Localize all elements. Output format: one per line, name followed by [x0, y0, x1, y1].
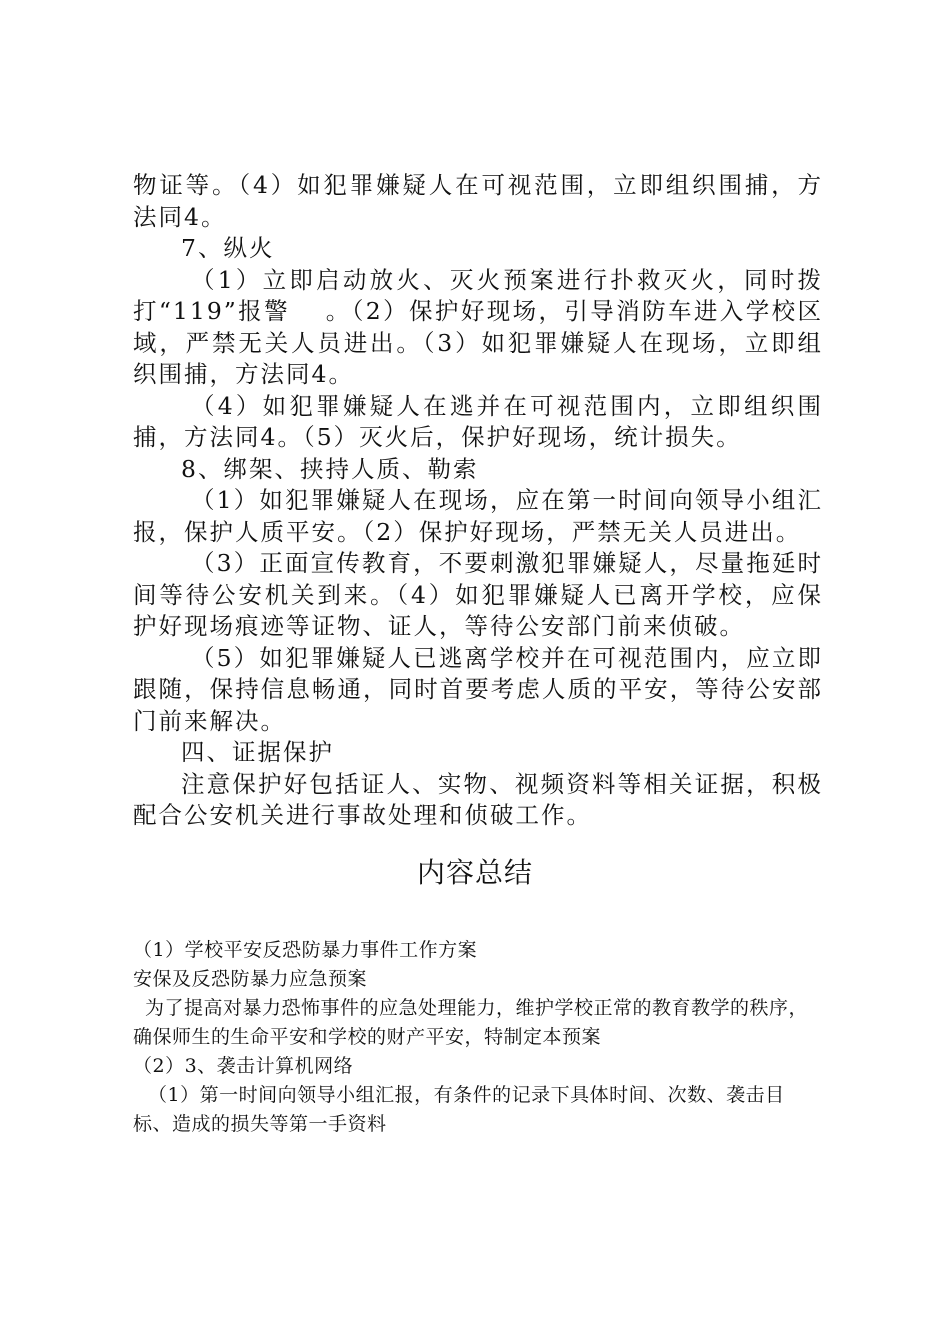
paragraph-kidnapping-1: （1）如犯罪嫌疑人在现场，应在第一时间向领导小组汇报，保护人质平安。（2）保护好现场，严禁无关人员进出。 — [133, 486, 823, 546]
summary-line: 安保及反恐防暴力应急预案 — [133, 968, 368, 990]
paragraph-evidence: 物证等。（4）如犯罪嫌疑人在可视范围，立即组织围捕，方法同4。 — [133, 171, 823, 231]
summary-line: （1）学校平安反恐防暴力事件工作方案 — [133, 939, 478, 961]
section-heading-kidnapping: 8、绑架、挟持人质、勒索 — [181, 454, 479, 483]
summary-line: （2）3、袭击计算机网络 — [133, 1055, 354, 1077]
paragraph-arson-1: （1）立即启动放火、灭火预案进行扑救灭火，同时拨打“119”报警 。（2）保护好现场，引导消防车进入学校区域，严禁无关人员进出。（3）如犯罪嫌疑人在现场，立即组织围捕，方法同4。 — [133, 265, 823, 388]
paragraph-arson-2: （4）如犯罪嫌疑人在逃并在可视范围内，立即组织围捕，方法同4。（5）灭火后，保护好现场，统计损失。 — [133, 391, 823, 451]
summary-line: （1）第一时间向领导小组汇报，有条件的记录下具体时间、次数、袭击目标、造成的损失等第一手资料 — [133, 1084, 785, 1135]
document-body — [133, 170, 823, 832]
summary-title: 内容总结 — [416, 856, 533, 889]
paragraph-kidnapping-3: （5）如犯罪嫌疑人已逃离学校并在可视范围内，应立即跟随，保持信息畅通，同时首要考虑人质的平安，等待公安部门前来解决。 — [133, 643, 823, 735]
paragraph-kidnapping-2: （3）正面宣传教育，不要刺激犯罪嫌疑人，尽量拖延时间等待公安机关到来。（4）如犯罪嫌疑人已离开学校，应保护好现场痕迹等证物、证人，等待公安部门前来侦破。 — [133, 549, 823, 640]
paragraph-evidence-protection: 注意保护好包括证人、实物、视频资料等相关证据，积极配合公安机关进行事故处理和侦破工作。 — [133, 769, 823, 829]
section-heading-evidence: 四、证据保护 — [181, 738, 334, 766]
summary-line: 为了提高对暴力恐怖事件的应急处理能力，维护学校正常的教育教学的秩序，确保师生的生命平安和学校的财产平安，特制定本预案 — [133, 997, 809, 1048]
summary-section — [133, 936, 823, 1139]
section-heading-arson: 7、纵火 — [181, 234, 275, 262]
